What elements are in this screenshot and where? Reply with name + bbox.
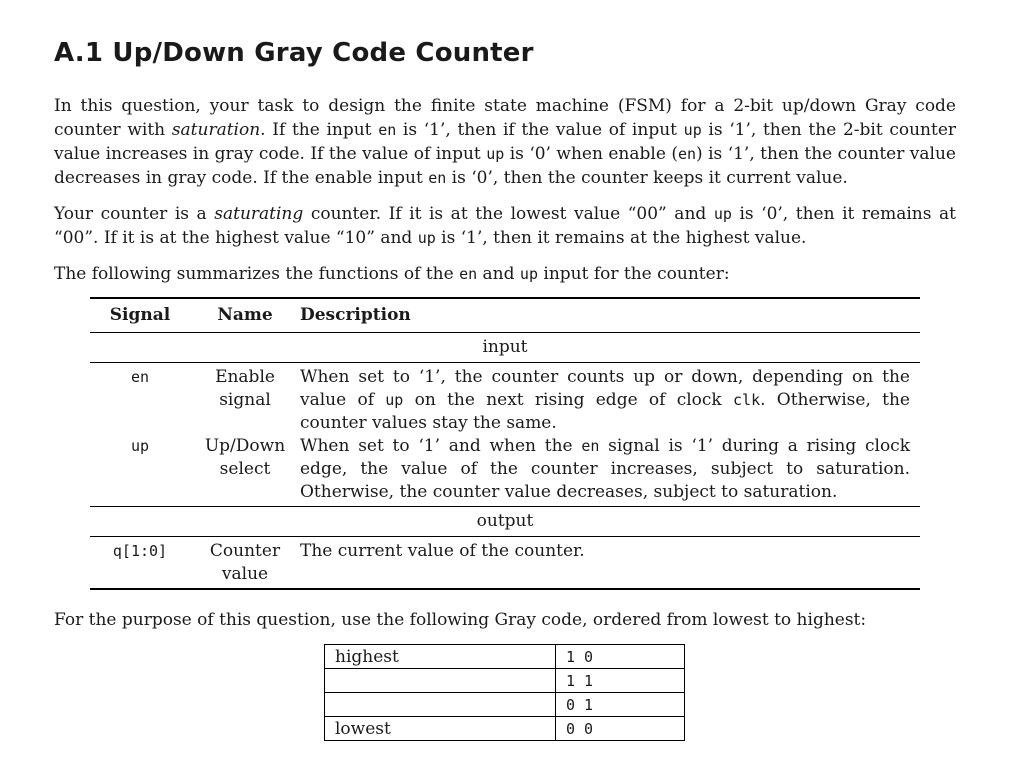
input-section-label: input	[482, 337, 528, 357]
gray-label	[325, 669, 556, 693]
signal-q: q[1:0]	[112, 542, 168, 560]
gray-code: 0 0	[556, 717, 685, 741]
description-up: When set to ‘1’ and when the en signal is ‘1’ during a rising clock edge, the value of the counter increases, subject to saturation. Otherwise, the counter value decreases, subject to saturation.	[300, 436, 910, 502]
gray-code-intro: For the purpose of this question, use the following Gray code, ordered from lowest to highest:	[54, 610, 867, 630]
intro-paragraph: In this question, your task to design the finite state machine (FSM) for a 2-bit up/down Gray code counter with saturation. If the input en is ‘1’, then if the value of input up is ‘1’, then the 2-bit counter value increases in gray code. If the value of input up is ‘0’ when enable (en) is ‘1’, then the counter value decreases in gray code. If the enable input en is ‘0’, then the counter keeps it current value.	[54, 96, 957, 188]
name-en: Enable signal	[215, 367, 275, 410]
gray-label	[325, 693, 556, 717]
header-signal: Signal	[109, 305, 171, 325]
description-q: The current value of the counter.	[300, 541, 585, 561]
signal-up: up	[130, 437, 150, 455]
gray-label: highest	[325, 645, 556, 669]
name-q: Counter value	[209, 541, 281, 584]
description-en: When set to ‘1’, the counter counts up or down, depending on the value of up on the next rising edge of clock clk. Otherwise, the counter values stay the same.	[300, 367, 910, 433]
saturation-paragraph: Your counter is a saturating counter. If it is at the lowest value “00” and up is ‘0’, then it remains at “00”. If it is at the highest value “10” and up is ‘1’, then it remains at the highest value.	[54, 204, 956, 248]
table-row-en	[90, 366, 920, 435]
gray-code: 1 0	[556, 645, 685, 669]
table-row	[325, 645, 685, 669]
signal-en: en	[130, 368, 150, 386]
table-row-up	[90, 435, 920, 504]
gray-code: 1 1	[556, 669, 685, 693]
signal-table-header	[90, 299, 920, 332]
section-title: A.1 Up/Down Gray Code Counter	[54, 38, 534, 68]
document-body	[54, 38, 956, 286]
summary-paragraph: The following summarizes the functions of the en and up input for the counter:	[54, 264, 730, 284]
gray-code-table	[324, 644, 685, 741]
output-section-label: output	[476, 511, 534, 531]
header-description: Description	[300, 305, 411, 325]
header-name: Name	[217, 305, 273, 325]
table-row	[325, 693, 685, 717]
table-row	[325, 717, 685, 741]
table-row	[325, 669, 685, 693]
gray-code: 0 1	[556, 693, 685, 717]
name-up: Up/Down select	[204, 436, 286, 479]
table-row-q	[90, 540, 920, 586]
signal-table	[90, 297, 920, 590]
gray-label: lowest	[325, 717, 556, 741]
